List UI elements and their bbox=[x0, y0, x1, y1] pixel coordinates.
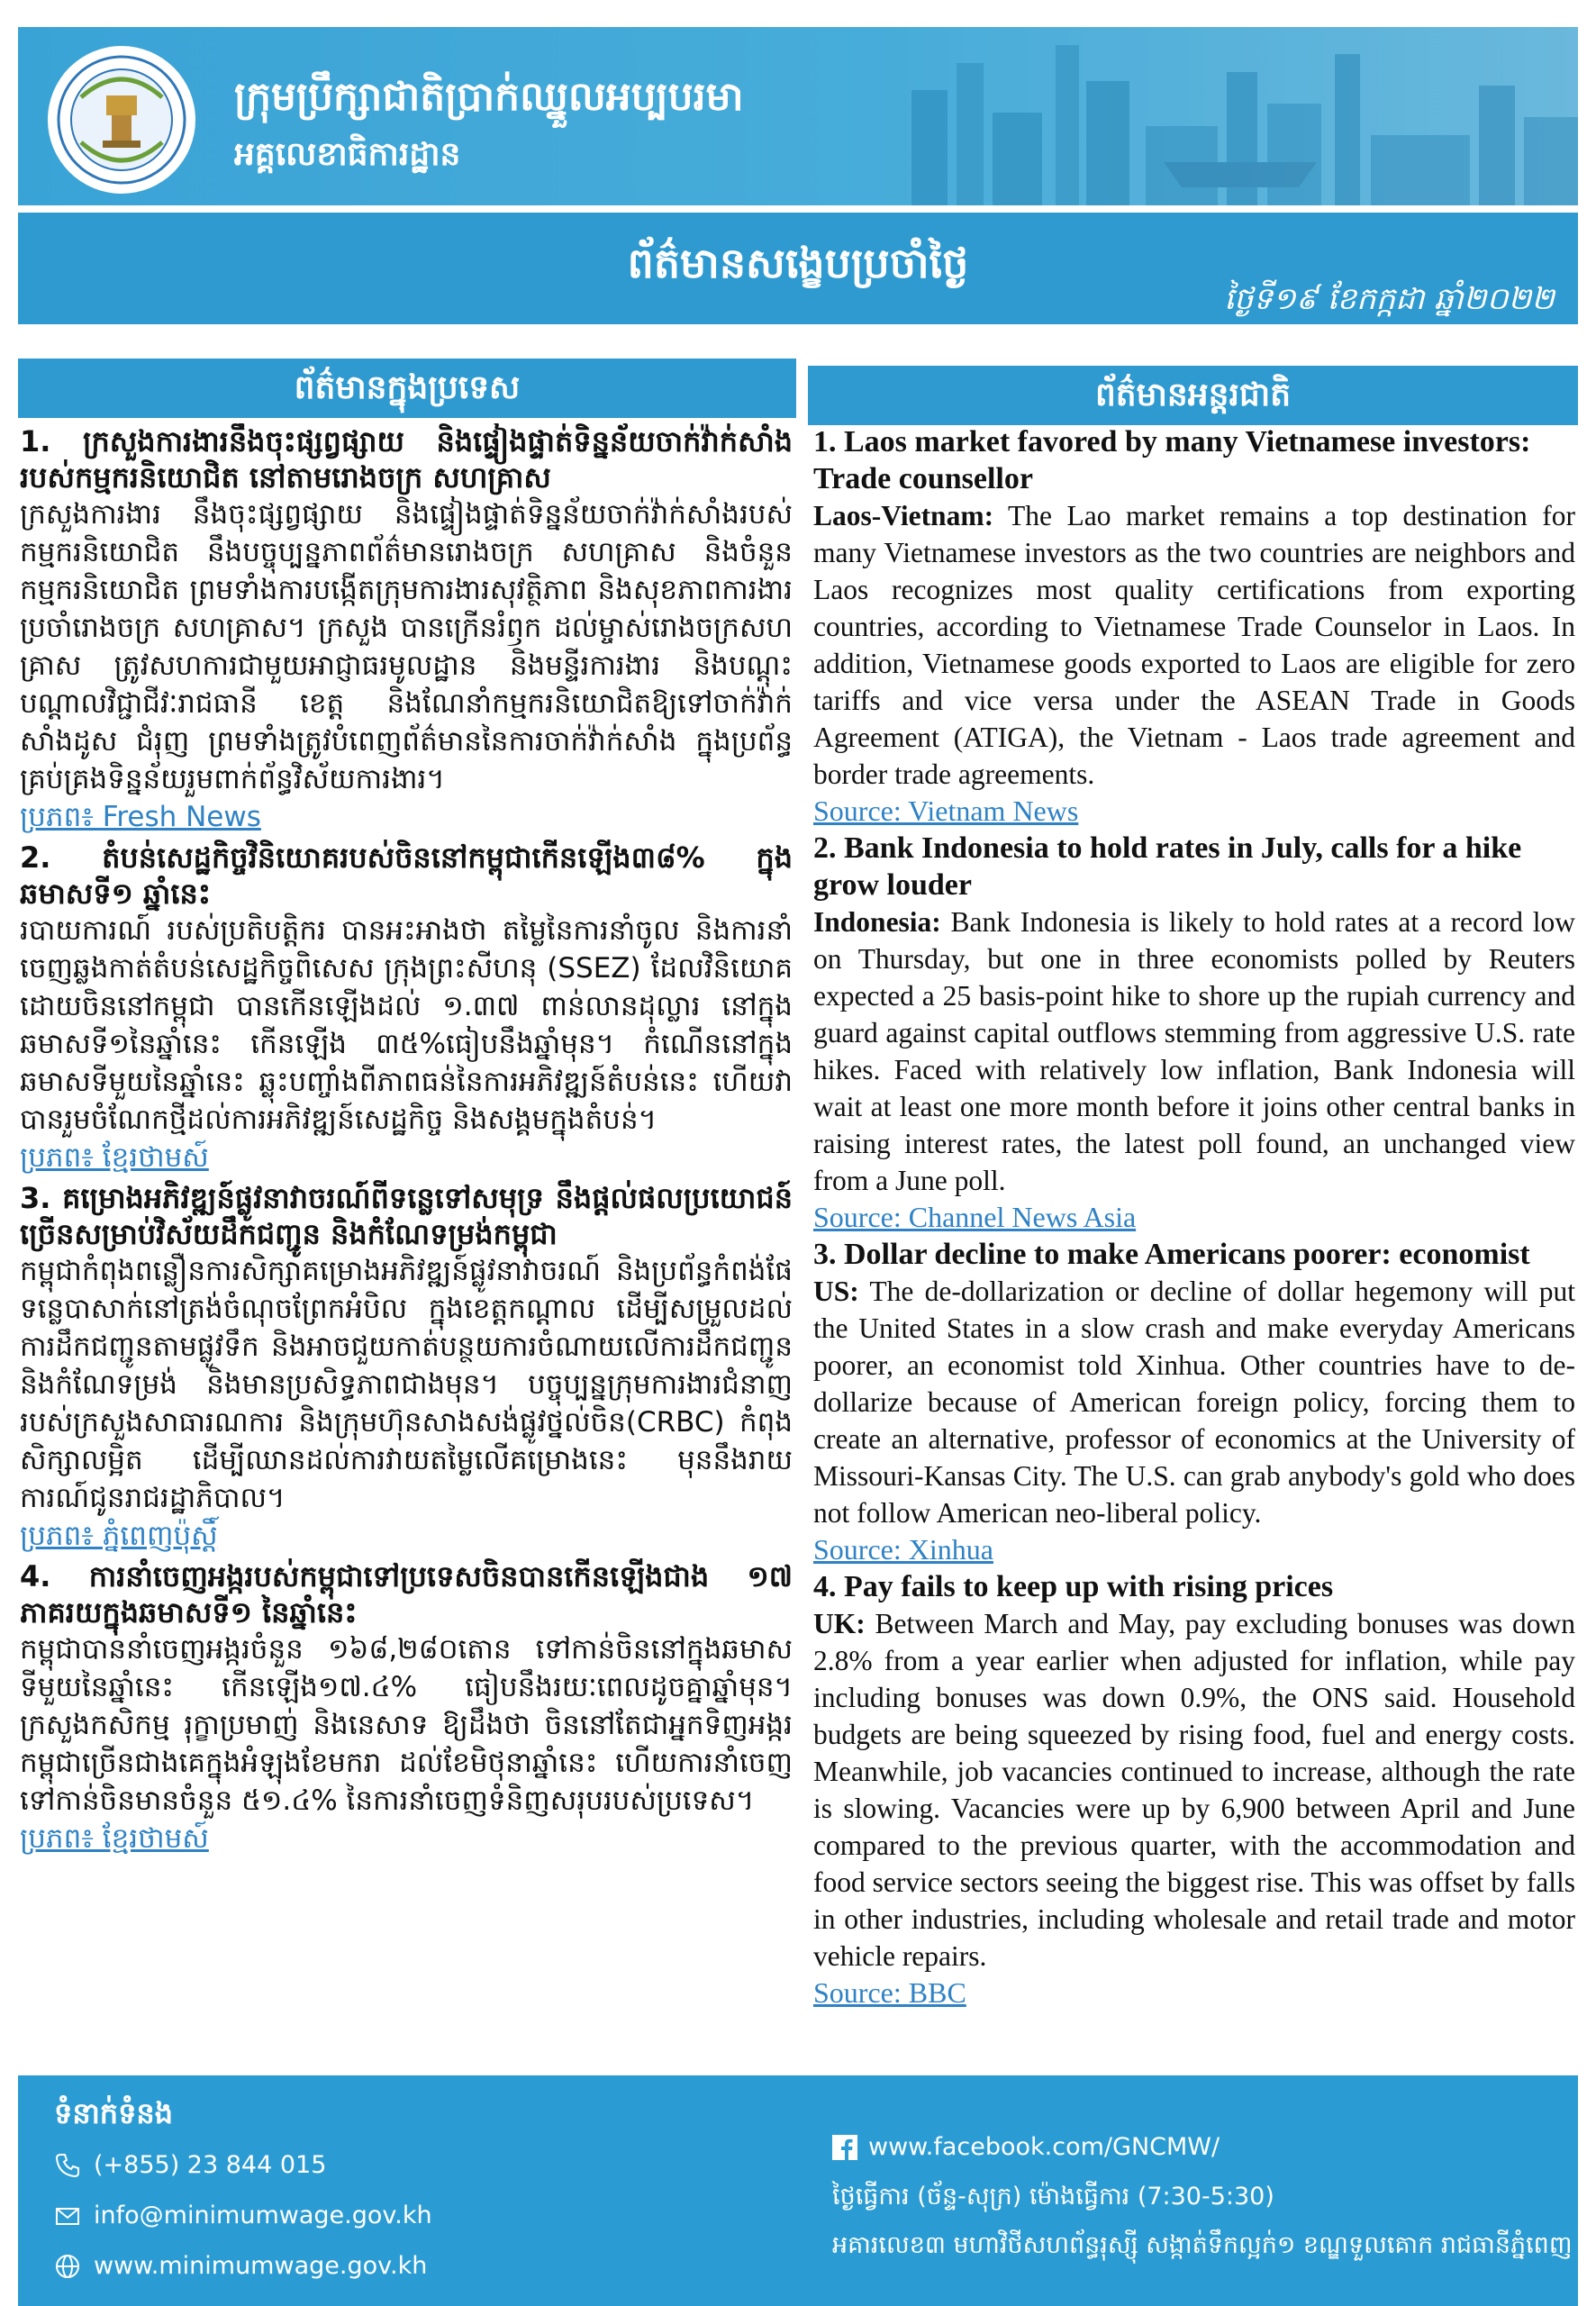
article-body bbox=[813, 497, 1575, 793]
article-source-link[interactable]: ប្រភព៖ Fresh News bbox=[20, 801, 261, 833]
article-body bbox=[813, 1273, 1575, 1531]
city-skyline-image bbox=[893, 27, 1578, 205]
phone-number: (+855) 23 844 015 bbox=[94, 2151, 327, 2179]
website-url[interactable]: www.minimumwage.gov.kh bbox=[94, 2252, 428, 2280]
organization-subtitle: អគ្គលេខាធិការដ្ឋាន bbox=[234, 136, 461, 173]
article-region: Indonesia: bbox=[813, 906, 941, 938]
article-text: The Lao market remains a top destination for many Vietnamese investors as the two countries are neighbors and Laos recognizes most quality certifications from exporting countries, according to Vietnamese Trade Counselor in Laos. In addition, Vietnamese goods exported to Laos are eligible for zero tariffs and vice versa under the ASEAN Trade in Goods Agreement (ATIGA), the Vietnam - Laos trade agreement and border trade agreements. bbox=[813, 500, 1575, 790]
domestic-article bbox=[20, 1180, 793, 1555]
page-header bbox=[18, 27, 1578, 324]
article-source-link[interactable]: Source: Vietnam News bbox=[813, 794, 1079, 827]
article-body bbox=[813, 903, 1575, 1199]
globe-icon bbox=[54, 2253, 81, 2280]
email-icon bbox=[54, 2202, 81, 2229]
contact-website bbox=[54, 2252, 427, 2280]
article-title: 1. Laos market favored by many Vietnamese investors: Trade counsellor bbox=[813, 425, 1531, 495]
organization-name: ក្រុមប្រឹក្សាជាតិប្រាក់ឈ្នួលអប្បបរមា bbox=[234, 74, 744, 120]
header-title-bar bbox=[18, 213, 1578, 324]
bulletin-title: ព័ត៌មានសង្ខេបប្រចាំថ្ងៃ bbox=[627, 239, 969, 287]
international-article bbox=[813, 423, 1575, 830]
contact-title: ទំនាក់ទំនង bbox=[54, 2096, 174, 2130]
international-article bbox=[813, 1236, 1575, 1568]
domestic-article bbox=[20, 1558, 793, 1857]
article-title: 4. Pay fails to keep up with rising prices bbox=[813, 1570, 1334, 1603]
contact-phone bbox=[54, 2151, 326, 2179]
international-news-heading: ព័ត៌មានអន្តរជាតិ bbox=[808, 366, 1578, 425]
header-divider bbox=[18, 205, 1578, 213]
article-text: Between March and May, pay excluding bonuses was down 2.8% from a year earlier when adjusted for inflation, while pay including bonuses was down 0.9%, the ONS said. Household budgets are being squeezed by rising food, fuel and energy costs. Meanwhile, job vacancies continued to increase, although the rate is slowing. Vacancies were up by 6,900 between April and June compared to the previous quarter, with the accommodation and food service sectors seeing the biggest rise. This was offset by falls in other industries, including wholesale and retail trade and motor vehicle repairs. bbox=[813, 1608, 1575, 1972]
domestic-news-column bbox=[20, 423, 793, 2072]
article-title: 3. គម្រោងអភិវឌ្ឍន៍ផ្លូវនាវាចរណ៍ពីទន្លេទៅសមុទ្រ នឹងផ្ដល់ផលប្រយោជន៍ច្រើនសម្រាប់វិស័យដឹកជញ្ជូន និងកំណែទម្រង់កម្ពុជា bbox=[20, 1181, 793, 1251]
article-source-link[interactable]: ប្រភព៖ ភ្នំពេញប៉ុស្តិ៍ bbox=[20, 1520, 218, 1552]
international-news-column bbox=[813, 423, 1575, 2072]
article-text: The de-dollarization or decline of dollar hegemony will put the United States in a slow crash and make everyday Americans poorer, an economist told Xinhua. Other countries have to de-dollarize because of American foreign policy, forcing them to create an alternative, professor of economics at the University of Missouri-Kansas City. The U.S. can grab anybody's gold who does not follow American neo-liberal policy. bbox=[813, 1276, 1575, 1529]
council-logo bbox=[45, 43, 198, 196]
page-footer bbox=[18, 2075, 1578, 2306]
article-title: 1. ក្រសួងការងារនឹងចុះផ្សព្វផ្សាយ និងផ្ទៀងផ្ទាត់ទិន្នន័យចាក់វ៉ាក់សាំងរបស់កម្មករនិយោជិត នៅតាមរោងចក្រ សហគ្រាស bbox=[20, 424, 793, 495]
bulletin-date: ថ្ងៃទី១៩ ខែកក្កដា ឆ្នាំ២០២២ bbox=[1224, 281, 1555, 317]
facebook-url[interactable]: www.facebook.com/GNCMW/ bbox=[868, 2133, 1220, 2161]
article-region: UK: bbox=[813, 1608, 866, 1639]
article-title: 2. តំបន់សេដ្ឋកិច្ចវិនិយោគរបស់ចិននៅកម្ពុជាកើនឡើង៣៨% ក្នុងឆមាសទី១ ឆ្នាំនេះ bbox=[20, 840, 793, 911]
article-source-link[interactable]: ប្រភព៖ ខ្មែរថាមស៍ bbox=[20, 1141, 209, 1174]
international-article bbox=[813, 1568, 1575, 2011]
article-body: កម្ពុជាបាននាំចេញអង្ករចំនួន ១៦៨,២៨០តោន ទៅកាន់ចិននៅក្នុងឆមាសទីមួយនៃឆ្នាំនេះ កើនឡើង១៧.៤% ធៀបនឹងរយៈពេលដូចគ្នាឆ្នាំមុន។ ក្រសួងកសិកម្ម រុក្ខាប្រមាញ់ និងនេសាទ ឱ្យដឹងថា ចិននៅតែជាអ្នកទិញអង្ករកម្ពុជាច្រើនជាងគេក្នុងអំឡុងខែមករា ដល់ខែមិថុនាឆ្នាំនេះ ហើយការនាំចេញទៅកាន់ចិនមានចំនួន ៥១.៤% នៃការនាំចេញទំនិញសរុបរបស់ប្រទេស។ bbox=[20, 1633, 793, 1817]
contact-email bbox=[54, 2202, 432, 2229]
header-banner bbox=[18, 27, 1578, 205]
article-title: 4. ការនាំចេញអង្ករបស់កម្ពុជាទៅប្រទេសចិនបានកើនឡើងជាង ១៧ ភាគរយក្នុងឆមាសទី១ នៃឆ្នាំនេះ bbox=[20, 1559, 793, 1630]
article-source-link[interactable]: Source: BBC bbox=[813, 1976, 966, 2009]
working-hours: ថ្ងៃធ្វើការ (ច័ន្ទ-សុក្រ) ម៉ោងធ្វើការ (7:30-5:30) bbox=[832, 2183, 1274, 2211]
email-address[interactable]: info@minimumwage.gov.kh bbox=[94, 2202, 432, 2229]
article-source-link[interactable]: Source: Channel News Asia bbox=[813, 1201, 1137, 1233]
contact-facebook bbox=[832, 2133, 1220, 2161]
article-body bbox=[813, 1605, 1575, 1975]
international-article bbox=[813, 830, 1575, 1236]
article-source-link[interactable]: Source: Xinhua bbox=[813, 1533, 993, 1566]
domestic-article bbox=[20, 423, 793, 836]
article-title: 2. Bank Indonesia to hold rates in July, calls for a hike grow louder bbox=[813, 831, 1522, 902]
article-title: 3. Dollar decline to make Americans poorer: economist bbox=[813, 1238, 1530, 1271]
office-address: អគារលេខ៣ មហាវិថីសហព័ន្ធរុស្ស៊ី សង្កាត់ទឹកល្អក់១ ខណ្ឌទួលគោក រាជធានីភ្នំពេញ bbox=[832, 2231, 1573, 2259]
facebook-icon bbox=[832, 2135, 857, 2160]
article-body: របាយការណ៍ របស់ប្រតិបត្តិករ បានអះអាងថា តម្លៃនៃការនាំចូល និងការនាំចេញឆ្លងកាត់តំបន់សេដ្ឋកិច្ចពិសេស ក្រុងព្រះសីហនុ (SSEZ) ដែលវិនិយោគដោយចិននៅកម្ពុជា បានកើនឡើងដល់ ១.៣៧ ពាន់លានដុល្លារ នៅក្នុងឆមាសទី១នៃឆ្នាំនេះ កើនឡើង ៣៥%ធៀបនឹងឆ្នាំមុន។ កំណើននៅក្នុងឆមាសទីមួយនៃឆ្នាំនេះ ឆ្លុះបញ្ចាំងពីភាពធន់នៃការអភិវឌ្ឍន៍តំបន់នេះ ហើយវាបានរួមចំណែកថ្មីដល់ការអភិវឌ្ឍន៍សេដ្ឋកិច្ច និងសង្គមក្នុងតំបន់។ bbox=[20, 914, 793, 1136]
article-region: US: bbox=[813, 1276, 859, 1307]
article-region: Laos-Vietnam: bbox=[813, 500, 994, 531]
article-body: ក្រសួងការងារ នឹងចុះផ្សព្វផ្សាយ និងផ្ទៀងផ្ទាត់ទិន្នន័យចាក់វ៉ាក់សាំងរបស់កម្មករនិយោជិត នឹងបច្ចុប្បន្នភាពព័ត៌មានរោងចក្រ សហគ្រាស និងចំនួនកម្មករនិយោជិត ព្រមទាំងការបង្កើតក្រុមការងារសុវត្ថិភាព និងសុខភាពការងារប្រចាំរោងចក្រ សហគ្រាស។ ក្រសួង បានក្រើនរំឭក ដល់ម្ចាស់រោងចក្រសហគ្រាស ត្រូវសហការជាមួយអាជ្ញាធរមូលដ្ឋាន និងមន្ទីរការងារ និងបណ្ដុះបណ្ដាលវិជ្ជាជីវៈរាជធានី ខេត្ត និងណែនាំកម្មករនិយោជិតឱ្យទៅចាក់វ៉ាក់សាំងដូស ជំរុញ ព្រមទាំងត្រូវបំពេញព័ត៌មាននៃការចាក់វ៉ាក់សាំង ក្នុងប្រព័ន្ធគ្រប់គ្រងទិន្នន័យរួមពាក់ព័ន្ធវិស័យការងារ។ bbox=[20, 498, 793, 795]
domestic-article bbox=[20, 840, 793, 1176]
article-text: Bank Indonesia is likely to hold rates at a record low on Thursday, but one in three economists polled by Reuters expected a 25 basis-point hike to shore up the rupiah currency and guard against capital outflows stemming from aggressive U.S. rate hikes. Faced with relatively low inflation, Bank Indonesia will wait at least one more month before it joins other central banks in raising interest rates, the latest poll found, an unchanged view from a June poll. bbox=[813, 906, 1575, 1196]
article-source-link[interactable]: ប្រភព៖ ខ្មែរថាមស៍ bbox=[20, 1822, 209, 1855]
phone-icon bbox=[54, 2152, 81, 2179]
article-body: កម្ពុជាកំពុងពន្លឿនការសិក្សាគម្រោងអភិវឌ្ឍន៍ផ្លូវនាវាចរណ៍ និងប្រព័ន្ធកំពង់ផែទន្លេបាសាក់នៅត្រង់ចំណុចព្រែកអំបិល ក្នុងខេត្តកណ្ដាល ដើម្បីសម្រួលដល់ការដឹកជញ្ជូនតាមផ្លូវទឹក និងអាចជួយកាត់បន្ថយការចំណាយលើការដឹកជញ្ជូន និងកំណែទម្រង់ និងមានប្រសិទ្ធភាពជាងមុន។ បច្ចុប្បន្នក្រុមការងារជំនាញរបស់ក្រសួងសាធារណការ និងក្រុមហ៊ុនសាងសង់ផ្លូវថ្នល់ចិន(CRBC) កំពុងសិក្សាលម្អិត ដើម្បីឈានដល់ការវាយតម្លៃលើគម្រោងនេះ មុននឹងរាយការណ៍ជូនរាជរដ្ឋាភិបាល។ bbox=[20, 1255, 793, 1514]
domestic-news-heading: ព័ត៌មានក្នុងប្រទេស bbox=[18, 359, 796, 418]
